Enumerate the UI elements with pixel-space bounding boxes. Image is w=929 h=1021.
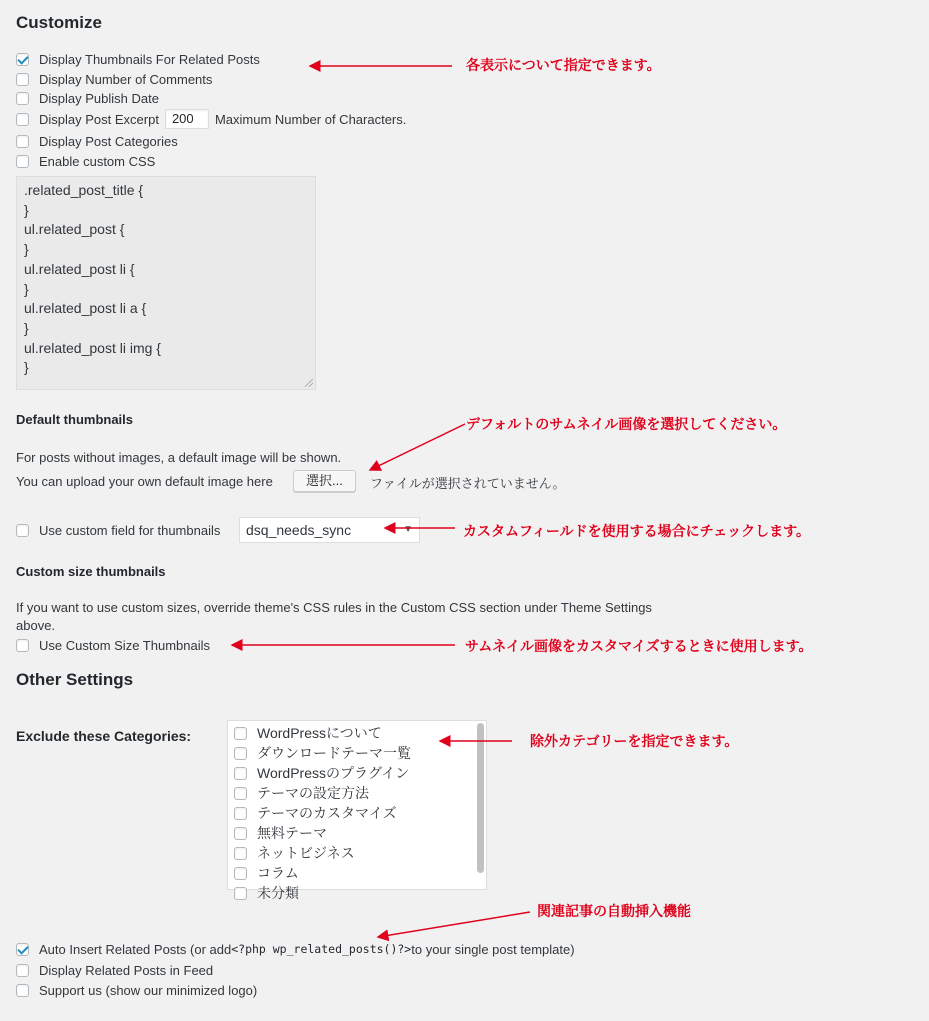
annotation-custom-field: カスタムフィールドを使用する場合にチェックします。 xyxy=(463,523,811,539)
category-label: ネットビジネス xyxy=(257,845,355,861)
option-label: Display Number of Comments xyxy=(39,71,213,87)
option-label-pre: Auto Insert Related Posts (or add xyxy=(39,941,232,957)
chevron-down-icon: ▼ xyxy=(403,524,413,535)
option-label: Use Custom Size Thumbnails xyxy=(39,637,210,653)
excerpt-length-input[interactable]: 200 xyxy=(165,109,209,129)
arrow-default-thumbnail xyxy=(370,424,465,470)
custom-size-desc-line2: above. xyxy=(16,618,56,633)
custom-css-code: .related_post_title { } ul.related_post { } ul.related_post li { } ul.related_post li a { } ul.related_post li img { } xyxy=(24,182,161,376)
annotation-exclude-categories: 除外カテゴリーを指定できます。 xyxy=(530,733,739,749)
customize-heading: Customize xyxy=(16,13,102,32)
annotation-custom-size: サムネイル画像をカスタマイズするときに使用します。 xyxy=(465,638,813,654)
annotation-display-options: 各表示について指定できます。 xyxy=(466,57,661,73)
category-label: WordPressのプラグイン xyxy=(257,765,410,781)
option-label-post: to your single post template) xyxy=(411,941,575,957)
custom-field-select-value: dsq_needs_sync xyxy=(246,522,352,538)
option-label: Support us (show our minimized logo) xyxy=(39,982,258,998)
arrow-auto-insert xyxy=(378,912,530,937)
category-label: テーマの設定方法 xyxy=(257,785,369,801)
category-label: 未分類 xyxy=(257,885,299,901)
other-settings-heading: Other Settings xyxy=(16,670,134,689)
annotation-auto-insert: 関連記事の自動挿入機能 xyxy=(537,903,691,919)
category-label: コラム xyxy=(257,865,299,881)
option-label: Display Thumbnails For Related Posts xyxy=(39,51,260,67)
option-label: Display Post Categories xyxy=(39,133,178,149)
category-label: ダウンロードテーマ一覧 xyxy=(257,745,411,761)
choose-file-button[interactable]: 選択... xyxy=(293,470,356,492)
upload-desc: You can upload your own default image here xyxy=(16,474,273,489)
category-label: WordPressについて xyxy=(257,725,382,741)
custom-size-heading: Custom size thumbnails xyxy=(16,564,166,579)
exclude-categories-label: Exclude these Categories: xyxy=(16,728,192,744)
auto-insert-code: <?php wp_related_posts()?> xyxy=(231,942,412,956)
option-label: Display Related Posts in Feed xyxy=(39,962,214,978)
default-thumbnails-desc: For posts without images, a default image will be shown. xyxy=(16,450,342,465)
custom-size-desc-line1: If you want to use custom sizes, override theme's CSS rules in the Custom CSS section under Theme Settings xyxy=(16,600,652,615)
option-label: Use custom field for thumbnails xyxy=(39,522,221,538)
option-label: Display Post Excerpt xyxy=(39,111,159,127)
default-thumbnails-heading: Default thumbnails xyxy=(16,412,134,427)
option-label: Display Publish Date xyxy=(39,90,159,106)
option-label: Enable custom CSS xyxy=(39,153,156,169)
category-label: 無料テーマ xyxy=(257,825,327,841)
annotation-default-thumbnail: デフォルトのサムネイル画像を選択してください。 xyxy=(466,416,787,432)
excerpt-length-suffix: Maximum Number of Characters. xyxy=(214,111,407,127)
category-label: テーマのカスタマイズ xyxy=(257,805,397,821)
no-file-selected-text: ファイルが選択されていません。 xyxy=(370,476,566,491)
